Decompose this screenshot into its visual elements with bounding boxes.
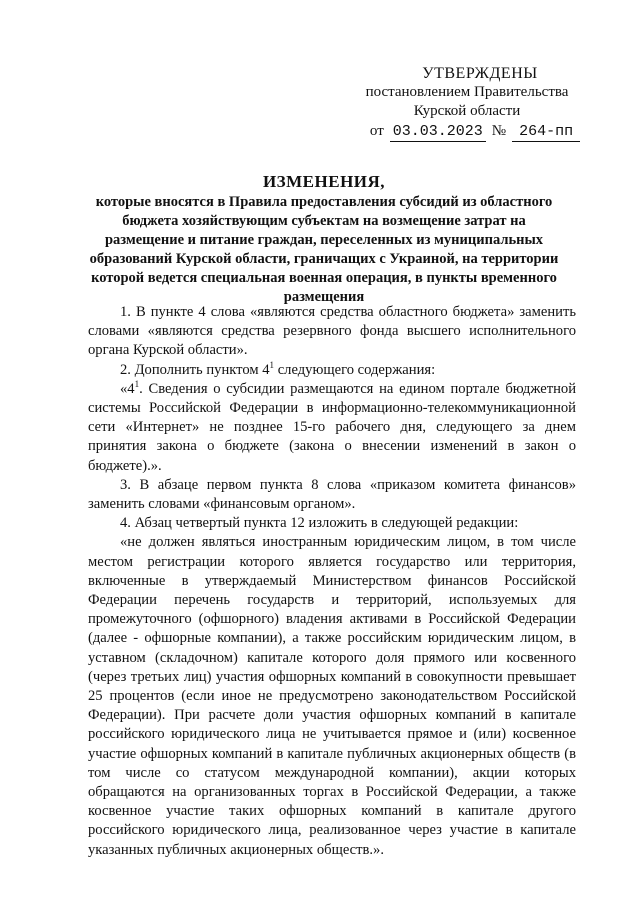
paragraph-1: 1. В пункте 4 слова «являются средства областного бюджета» заменить словами «являются средства резервного фонда высшего исполнительного органа Курской области».: [88, 304, 576, 359]
document-body: [88, 303, 576, 860]
decree-date: 03.03.2023: [390, 122, 486, 142]
heading-title: ИЗМЕНЕНИЯ,: [262, 172, 386, 191]
heading-subtitle: которые вносятся в Правила предоставления субсидий из областного бюджета хозяйствующим субъектам на возмещение затрат на размещение и питание граждан, переселенных из муниципальных образований Курской области, граничащих с Украиной, на территории которой ведется специальная военная операция, в пункты временного размещения: [89, 194, 559, 305]
date-prefix: от: [369, 123, 384, 139]
paragraph-6: «не должен являться иностранным юридическим лицом, в том числе местом регистрации которого является государство или территория, включенные в утверждаемый Министерством финансов Российской Федерации перечень государств и территорий, используемых для промежуточного (офшорного) владения активами в Российской Федерации (далее - офшорные компании), а также российским юридическим лицом, в уставном (складочном) капитале которого доля прямого или косвенного (через третьих лиц) участия офшорных компаний в совокупности превышает 25 процентов (если иное не предусмотрено законодательством Российской Федерации). При расчете доли участия офшорных компаний в капитале российского юридического лица не учитывается прямое и (или) косвенное участие офшорных компаний в капитале публичных акционерных обществ (в том числе со статусом международной компании), акции которых обращаются на организованных торгах в Российской Федерации, а также косвенное участие таких офшорных компаний в капитале другого российского юридического лица, реализованное через участие в капитале указанных публичных акционерных обществ.».: [88, 534, 576, 858]
decree-date-number-line: [360, 122, 590, 142]
decree-number: 264-пп: [512, 122, 580, 142]
paragraph-3: «$4^1$. Сведения о субсидии размещаются на едином портале бюджетной системы Российской Федерации в информационно-телекоммуникационной сети «Интернет» не позднее 15-го рабочего дня, следующего за днем принятия закона о бюджете (закона о внесении изменений в закон о бюджете).».: [88, 378, 576, 474]
decree-label: постановлением Правительства: [365, 84, 569, 100]
document-heading: [86, 171, 562, 307]
paragraph-4: 3. В абзаце первом пункта 8 слова «приказом комитета финансов» заменить словами «финансовым органом».: [88, 476, 576, 513]
paragraph-5: 4. Абзац четвертый пункта 12 изложить в следующей редакции:: [120, 515, 519, 532]
paragraph-2: 2. Дополнить пунктом $4^1$ следующего содержания:: [120, 359, 436, 378]
approved-label: УТВЕРЖДЕНЫ: [422, 65, 538, 82]
region-label: Курской области: [413, 103, 521, 119]
approval-block: [330, 64, 590, 142]
number-prefix: №: [491, 123, 507, 139]
